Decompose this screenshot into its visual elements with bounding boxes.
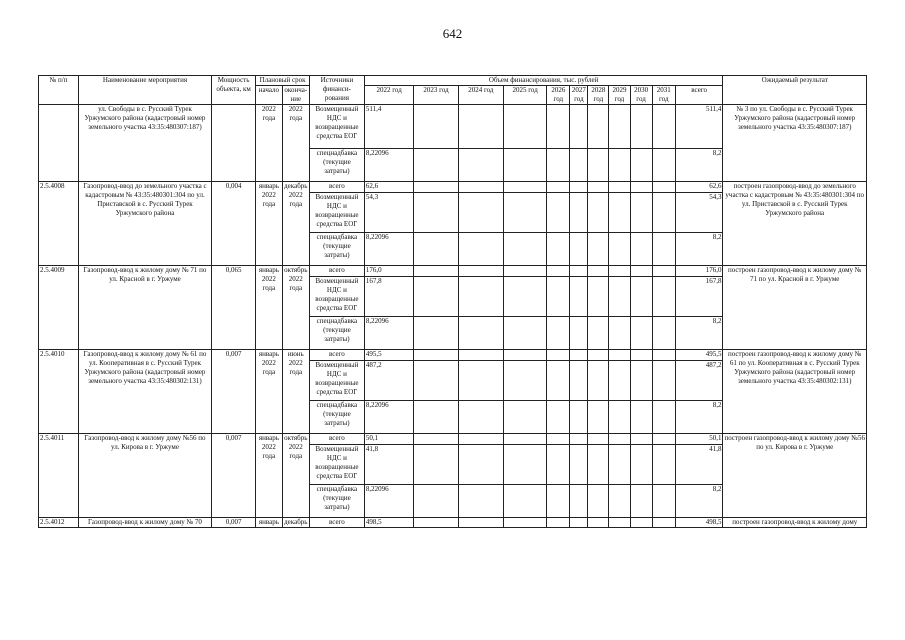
value-2022: 495,5 bbox=[364, 350, 414, 361]
value-empty bbox=[609, 485, 630, 518]
row-start: январь 2022 года bbox=[256, 434, 282, 518]
value-empty bbox=[504, 485, 547, 518]
header-year: 2028 год bbox=[588, 86, 609, 105]
value-empty bbox=[547, 434, 570, 445]
value-empty bbox=[609, 277, 630, 317]
table-row bbox=[39, 350, 867, 361]
value-empty bbox=[652, 445, 675, 485]
row-name: Газопровод-ввод к жилому дому № 71 по ул. Красной в г. Уржуме bbox=[79, 266, 212, 350]
value-empty bbox=[588, 233, 609, 266]
row-name: ул. Свободы в с. Русский Турек Уржумского района (кадастровый номер земельного участка 43:35:480307:187) bbox=[79, 105, 212, 182]
value-empty bbox=[458, 277, 503, 317]
value-empty bbox=[547, 233, 570, 266]
value-empty bbox=[570, 149, 588, 182]
value-empty bbox=[547, 266, 570, 277]
value-empty bbox=[652, 277, 675, 317]
value-empty bbox=[588, 193, 609, 233]
value-empty bbox=[570, 361, 588, 401]
header-year: 2025 год bbox=[504, 86, 547, 105]
value-2022: 41,8 bbox=[364, 445, 414, 485]
value-empty bbox=[652, 105, 675, 149]
row-capacity: 0,007 bbox=[211, 350, 255, 434]
value-empty bbox=[652, 266, 675, 277]
value-empty bbox=[588, 401, 609, 434]
row-capacity: 0,007 bbox=[211, 434, 255, 518]
value-empty bbox=[630, 193, 652, 233]
value-empty bbox=[414, 277, 458, 317]
row-name: Газопровод-ввод к жилому дому № 70 bbox=[79, 518, 212, 528]
row-result: № 3 по ул. Свободы в с. Русский Турек Уржумского района (кадастровый номер земельного участка 43:35:480307:187) bbox=[723, 105, 867, 182]
value-empty bbox=[630, 105, 652, 149]
row-end: декабрь 2022 года bbox=[282, 182, 309, 266]
value-empty bbox=[588, 149, 609, 182]
value-empty bbox=[609, 149, 630, 182]
value-empty bbox=[570, 434, 588, 445]
value-empty bbox=[570, 317, 588, 350]
table-row bbox=[39, 434, 867, 445]
value-empty bbox=[504, 277, 547, 317]
header-year: 2023 год bbox=[414, 86, 458, 105]
value-empty bbox=[504, 401, 547, 434]
value-empty bbox=[652, 401, 675, 434]
value-total: 498,5 bbox=[675, 518, 723, 528]
value-empty bbox=[652, 350, 675, 361]
value-empty bbox=[652, 193, 675, 233]
value-empty bbox=[414, 182, 458, 193]
value-empty bbox=[504, 434, 547, 445]
value-2022: 62,6 bbox=[364, 182, 414, 193]
value-empty bbox=[547, 149, 570, 182]
value-2022: 487,2 bbox=[364, 361, 414, 401]
header-year: 2029 год bbox=[609, 86, 630, 105]
value-2022: 8,22096 bbox=[364, 149, 414, 182]
value-empty bbox=[458, 350, 503, 361]
header-start: начало bbox=[256, 86, 282, 105]
value-empty bbox=[570, 277, 588, 317]
value-empty bbox=[609, 401, 630, 434]
value-empty bbox=[458, 266, 503, 277]
header-source: Источники финанси-рования bbox=[310, 76, 365, 105]
value-total: 8,2 bbox=[675, 149, 723, 182]
financing-table bbox=[38, 75, 867, 528]
value-empty bbox=[458, 105, 503, 149]
value-empty bbox=[458, 518, 503, 528]
value-empty bbox=[609, 266, 630, 277]
row-result: построен газопровод-ввод к жилому дому bbox=[723, 518, 867, 528]
value-empty bbox=[609, 361, 630, 401]
value-empty bbox=[414, 361, 458, 401]
row-number: 2.5.4009 bbox=[39, 266, 79, 350]
value-empty bbox=[588, 350, 609, 361]
value-empty bbox=[630, 317, 652, 350]
value-empty bbox=[570, 401, 588, 434]
table-row bbox=[39, 182, 867, 193]
source-cell: Возмещенный НДС и возвращенные средства ЕОГ bbox=[310, 445, 365, 485]
value-empty bbox=[652, 182, 675, 193]
value-empty bbox=[570, 485, 588, 518]
value-empty bbox=[652, 233, 675, 266]
row-end: октябрь 2022 года bbox=[282, 434, 309, 518]
header-year: 2024 год bbox=[458, 86, 503, 105]
value-empty bbox=[588, 317, 609, 350]
header-year: 2027 год bbox=[571, 86, 586, 103]
value-empty bbox=[630, 350, 652, 361]
header-total: всего bbox=[675, 86, 723, 105]
value-empty bbox=[609, 182, 630, 193]
table-body bbox=[39, 105, 867, 528]
value-2022: 498,5 bbox=[364, 518, 414, 528]
value-empty bbox=[570, 233, 588, 266]
header-name: Наименование мероприятия bbox=[79, 76, 212, 105]
value-empty bbox=[547, 317, 570, 350]
value-total: 8,2 bbox=[675, 233, 723, 266]
value-empty bbox=[570, 105, 588, 149]
value-empty bbox=[458, 149, 503, 182]
value-empty bbox=[630, 277, 652, 317]
value-empty bbox=[414, 266, 458, 277]
value-empty bbox=[504, 193, 547, 233]
value-empty bbox=[630, 233, 652, 266]
value-empty bbox=[652, 317, 675, 350]
header-year: 2026 год bbox=[547, 86, 570, 105]
row-start: 2022 года bbox=[256, 105, 282, 182]
table-row bbox=[39, 518, 867, 528]
value-empty bbox=[458, 401, 503, 434]
value-empty bbox=[588, 105, 609, 149]
value-empty bbox=[630, 485, 652, 518]
row-end: 2022 года bbox=[282, 105, 309, 182]
value-empty bbox=[588, 266, 609, 277]
source-cell: Возмещенный НДС и возвращенные средства ЕОГ bbox=[310, 361, 365, 401]
value-total: 511,4 bbox=[675, 105, 723, 149]
source-cell: всего bbox=[310, 182, 365, 193]
value-total: 487,2 bbox=[675, 361, 723, 401]
header-volume: Объем финансирования, тыс. рублей bbox=[364, 76, 723, 86]
header-capacity: Мощность объекта, км bbox=[211, 76, 255, 105]
value-empty bbox=[504, 518, 547, 528]
value-empty bbox=[547, 277, 570, 317]
value-empty bbox=[504, 149, 547, 182]
header-year: 2030 год bbox=[630, 86, 652, 105]
source-cell: спецнадбавка (текущие затраты) bbox=[310, 233, 365, 266]
row-number bbox=[39, 105, 79, 182]
value-2022: 8,22096 bbox=[364, 401, 414, 434]
row-name: Газопровод-ввод к жилому дому № 61 по ул. Кооперативная в с. Русский Турек Уржумского района (кадастровый номер земельного участка 43:35:480302:131) bbox=[79, 350, 212, 434]
value-empty bbox=[609, 233, 630, 266]
row-end: июнь 2022 года bbox=[282, 350, 309, 434]
header-year: 2022 год bbox=[364, 86, 414, 105]
value-empty bbox=[504, 350, 547, 361]
row-number: 2.5.4012 bbox=[39, 518, 79, 528]
value-total: 8,2 bbox=[675, 401, 723, 434]
value-empty bbox=[504, 445, 547, 485]
row-start: январь 2022 года bbox=[256, 266, 282, 350]
value-empty bbox=[652, 485, 675, 518]
header-result: Ожидаемый результат bbox=[723, 76, 867, 105]
source-cell: спецнадбавка (текущие затраты) bbox=[310, 401, 365, 434]
value-empty bbox=[588, 485, 609, 518]
value-empty bbox=[630, 182, 652, 193]
value-empty bbox=[414, 105, 458, 149]
table-row bbox=[39, 105, 867, 149]
value-2022: 167,8 bbox=[364, 277, 414, 317]
row-number: 2.5.4010 bbox=[39, 350, 79, 434]
row-end: октябрь 2022 года bbox=[282, 266, 309, 350]
value-empty bbox=[547, 193, 570, 233]
value-total: 41,8 bbox=[675, 445, 723, 485]
row-capacity: 0,007 bbox=[211, 518, 255, 528]
row-start: январь 2022 года bbox=[256, 182, 282, 266]
value-empty bbox=[547, 401, 570, 434]
value-empty bbox=[414, 434, 458, 445]
value-2022: 50,1 bbox=[364, 434, 414, 445]
value-empty bbox=[588, 361, 609, 401]
value-empty bbox=[630, 149, 652, 182]
value-2022: 176,0 bbox=[364, 266, 414, 277]
source-cell: всего bbox=[310, 350, 365, 361]
value-empty bbox=[609, 105, 630, 149]
value-empty bbox=[458, 193, 503, 233]
value-empty bbox=[630, 401, 652, 434]
value-total: 8,2 bbox=[675, 317, 723, 350]
value-empty bbox=[414, 193, 458, 233]
value-empty bbox=[414, 317, 458, 350]
value-empty bbox=[458, 434, 503, 445]
value-empty bbox=[570, 193, 588, 233]
row-start: январь bbox=[256, 518, 282, 528]
source-cell: всего bbox=[310, 434, 365, 445]
value-empty bbox=[570, 266, 588, 277]
value-empty bbox=[588, 277, 609, 317]
value-empty bbox=[652, 361, 675, 401]
value-empty bbox=[414, 149, 458, 182]
row-capacity: 0,065 bbox=[211, 266, 255, 350]
value-empty bbox=[414, 233, 458, 266]
value-empty bbox=[570, 350, 588, 361]
source-cell: спецнадбавка (текущие затраты) bbox=[310, 317, 365, 350]
value-total: 50,1 bbox=[675, 434, 723, 445]
value-empty bbox=[547, 182, 570, 193]
value-empty bbox=[458, 233, 503, 266]
row-number: 2.5.4011 bbox=[39, 434, 79, 518]
value-empty bbox=[547, 485, 570, 518]
value-empty bbox=[458, 485, 503, 518]
header-end: оконча-ние bbox=[282, 86, 309, 105]
value-empty bbox=[630, 445, 652, 485]
value-empty bbox=[547, 105, 570, 149]
value-total: 167,8 bbox=[675, 277, 723, 317]
value-empty bbox=[458, 361, 503, 401]
value-empty bbox=[547, 361, 570, 401]
value-empty bbox=[547, 350, 570, 361]
value-empty bbox=[504, 105, 547, 149]
source-cell: Возмещенный НДС и возвращенные средства ЕОГ bbox=[310, 277, 365, 317]
value-empty bbox=[609, 445, 630, 485]
value-empty bbox=[458, 182, 503, 193]
value-total: 54,3 bbox=[675, 193, 723, 233]
row-result: построен газопровод-ввод к жилому дому № 71 по ул. Красной в г. Уржуме bbox=[723, 266, 867, 350]
value-empty bbox=[570, 518, 588, 528]
value-empty bbox=[609, 518, 630, 528]
value-empty bbox=[609, 350, 630, 361]
row-end: декабрь bbox=[282, 518, 309, 528]
value-empty bbox=[630, 518, 652, 528]
value-empty bbox=[504, 361, 547, 401]
value-empty bbox=[458, 317, 503, 350]
value-empty bbox=[588, 182, 609, 193]
value-empty bbox=[652, 518, 675, 528]
value-empty bbox=[588, 518, 609, 528]
row-number: 2.5.4008 bbox=[39, 182, 79, 266]
value-empty bbox=[414, 401, 458, 434]
row-start: январь 2022 года bbox=[256, 350, 282, 434]
row-capacity: 0,004 bbox=[211, 182, 255, 266]
source-cell: спецнадбавка (текущие затраты) bbox=[310, 485, 365, 518]
value-2022: 8,22096 bbox=[364, 317, 414, 350]
value-empty bbox=[588, 445, 609, 485]
header-term: Плановый срок bbox=[256, 76, 310, 86]
row-result: построен газопровод-ввод к жилому дому №56 по ул. Кирова в г. Уржуме bbox=[723, 434, 867, 518]
value-empty bbox=[630, 266, 652, 277]
value-empty bbox=[414, 485, 458, 518]
value-empty bbox=[609, 193, 630, 233]
value-total: 176,0 bbox=[675, 266, 723, 277]
value-empty bbox=[630, 361, 652, 401]
value-empty bbox=[630, 434, 652, 445]
value-empty bbox=[609, 434, 630, 445]
value-empty bbox=[414, 445, 458, 485]
row-result: построен газопровод-ввод до земельного участка с кадастровым № 43:35:480301:304 по ул. Приставской в с. Русский Турек Уржумского района bbox=[723, 182, 867, 266]
value-empty bbox=[504, 266, 547, 277]
source-cell: Возмещенный НДС и возвращенные средства ЕОГ bbox=[310, 193, 365, 233]
value-empty bbox=[504, 317, 547, 350]
row-name: Газопровод-ввод до земельного участка с кадастровым № 43:35:480301:304 по ул. Приставской в с. Русский Турек Уржумского района bbox=[79, 182, 212, 266]
value-empty bbox=[609, 317, 630, 350]
value-empty bbox=[414, 350, 458, 361]
page-number: 642 bbox=[442, 26, 463, 41]
row-name: Газопровод-ввод к жилому дому №56 по ул. Кирова в г. Уржуме bbox=[79, 434, 212, 518]
value-2022: 54,3 bbox=[364, 193, 414, 233]
source-cell: спецнадбавка (текущие затраты) bbox=[310, 149, 365, 182]
value-empty bbox=[652, 149, 675, 182]
value-total: 495,5 bbox=[675, 350, 723, 361]
value-empty bbox=[504, 182, 547, 193]
value-empty bbox=[458, 445, 503, 485]
value-2022: 8,22096 bbox=[364, 485, 414, 518]
value-empty bbox=[547, 518, 570, 528]
value-empty bbox=[547, 445, 570, 485]
source-cell: Возмещенный НДС и возвращенные средства ЕОГ bbox=[310, 105, 365, 149]
value-total: 8,2 bbox=[675, 485, 723, 518]
source-cell: всего bbox=[310, 266, 365, 277]
value-empty bbox=[504, 233, 547, 266]
value-empty bbox=[414, 518, 458, 528]
table-row bbox=[39, 266, 867, 277]
value-empty bbox=[570, 182, 588, 193]
source-cell: всего bbox=[310, 518, 365, 528]
row-capacity bbox=[211, 105, 255, 182]
value-empty bbox=[652, 434, 675, 445]
header-num: № п/п bbox=[39, 76, 79, 105]
header-year: 2031 год bbox=[652, 86, 675, 105]
value-2022: 8,22096 bbox=[364, 233, 414, 266]
value-empty bbox=[570, 445, 588, 485]
value-total: 62,6 bbox=[675, 182, 723, 193]
value-empty bbox=[588, 434, 609, 445]
table-header bbox=[39, 76, 867, 105]
value-2022: 511,4 bbox=[364, 105, 414, 149]
row-result: построен газопровод-ввод к жилому дому № 61 по ул. Кооперативная в с. Русский Турек Уржумского района (кадастровый номер земельного участка 43:35:480302:131) bbox=[723, 350, 867, 434]
